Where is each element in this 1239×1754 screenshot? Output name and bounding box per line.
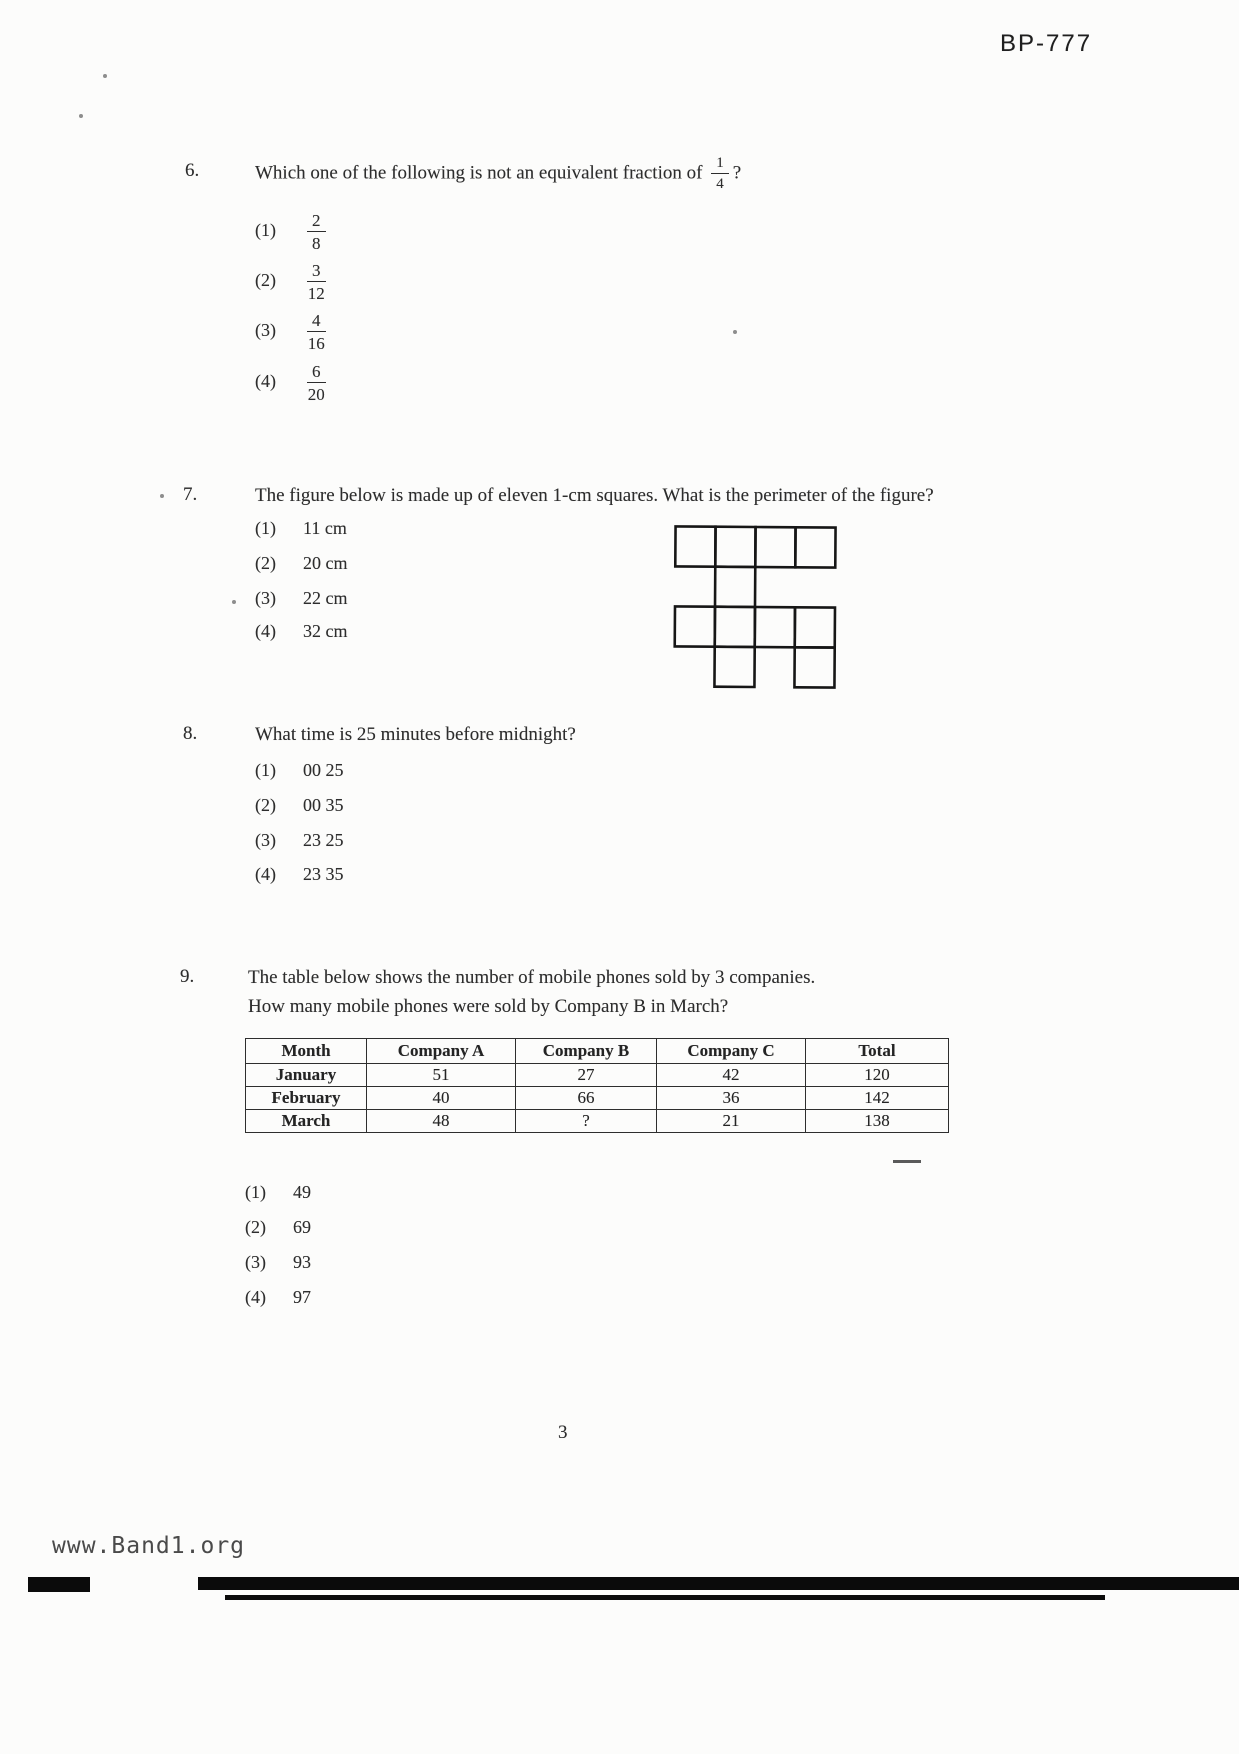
q9-table (245, 1038, 949, 1133)
option-fraction (307, 363, 326, 403)
scan-dash (893, 1160, 921, 1163)
q9-header-month: Month (246, 1039, 367, 1064)
q7-option-3 (255, 588, 348, 609)
cell-value: 21 (657, 1110, 806, 1133)
cell-value: 40 (367, 1087, 516, 1110)
fraction-denominator: 4 (716, 176, 724, 192)
watermark-text: www.Band1.org (52, 1533, 246, 1559)
q9-option-3 (245, 1252, 311, 1273)
scan-dot (160, 494, 164, 498)
page-number: 3 (558, 1422, 568, 1443)
q6-option-4 (255, 363, 330, 403)
table-row (246, 1064, 949, 1087)
fraction-denominator: 20 (307, 385, 325, 404)
fraction-numerator: 1 (711, 156, 729, 174)
q9-header-company-c: Company C (657, 1039, 806, 1064)
option-value: 23 25 (303, 830, 344, 850)
fraction-numerator: 2 (307, 212, 326, 232)
q9-text-line2: How many mobile phones were sold by Company B in March? (248, 996, 729, 1017)
q6-number: 6. (185, 160, 200, 181)
option-label: (4) (245, 1287, 266, 1307)
option-fraction (307, 312, 326, 352)
q9-header-company-a: Company A (367, 1039, 516, 1064)
option-label: (4) (255, 371, 276, 392)
option-label: (2) (255, 795, 276, 815)
q7-option-1 (255, 518, 347, 539)
q7-number: 7. (183, 484, 198, 505)
table-header-row (246, 1039, 949, 1064)
fraction-denominator: 8 (312, 234, 321, 253)
cell-value: 27 (516, 1064, 657, 1087)
cell-value: 42 (657, 1064, 806, 1087)
scan-artifact-bar (225, 1595, 1105, 1600)
q9-number: 9. (180, 966, 195, 987)
q6-option-1 (255, 212, 330, 252)
table-row (246, 1087, 949, 1110)
option-value: 11 cm (303, 518, 347, 538)
option-value: 23 35 (303, 864, 344, 884)
cell-value: 142 (806, 1087, 949, 1110)
option-value: 93 (293, 1252, 311, 1272)
option-value: 49 (293, 1182, 311, 1202)
cell-value: 138 (806, 1110, 949, 1133)
option-label: (4) (255, 621, 276, 641)
scan-artifact-bar (28, 1577, 90, 1592)
option-fraction (307, 262, 326, 302)
option-label: (3) (245, 1252, 266, 1272)
q7-option-4 (255, 621, 348, 642)
q8-text: What time is 25 minutes before midnight? (255, 724, 576, 745)
cell-value: ? (516, 1110, 657, 1133)
option-value: 32 cm (303, 621, 348, 641)
fraction-numerator: 3 (307, 262, 326, 282)
cell-value: 51 (367, 1064, 516, 1087)
q6-text-after: ? (732, 162, 742, 184)
q9-option-4 (245, 1287, 311, 1308)
cell-value: 66 (516, 1087, 657, 1110)
q9-option-2 (245, 1217, 311, 1238)
fraction-denominator: 12 (307, 284, 325, 303)
option-label: (2) (245, 1217, 266, 1237)
option-label: (4) (255, 864, 276, 884)
q6-title-fraction (711, 156, 729, 192)
option-label: (2) (255, 270, 276, 291)
option-value: 97 (293, 1287, 311, 1307)
option-label: (2) (255, 553, 276, 573)
option-value: 69 (293, 1217, 311, 1237)
option-label: (1) (255, 220, 276, 241)
option-label: (1) (255, 518, 276, 538)
option-label: (3) (255, 830, 276, 850)
q7-figure-svg (671, 523, 838, 690)
q8-number: 8. (183, 723, 198, 744)
option-value: 20 cm (303, 553, 348, 573)
option-label: (1) (245, 1182, 266, 1202)
q6-option-3 (255, 312, 330, 352)
q9-text-line1: The table below shows the number of mobile phones sold by 3 companies. (248, 967, 816, 988)
q8-option-4 (255, 864, 344, 885)
cell-month: February (246, 1087, 367, 1110)
option-fraction (307, 212, 326, 252)
option-label: (3) (255, 588, 276, 608)
cell-month: January (246, 1064, 367, 1087)
option-value: 00 25 (303, 760, 344, 780)
q9-header-company-b: Company B (516, 1039, 657, 1064)
scan-dot (733, 330, 737, 334)
q9-header-total: Total (806, 1039, 949, 1064)
fraction-numerator: 6 (307, 363, 326, 383)
option-value: 22 cm (303, 588, 348, 608)
q6-text-before: Which one of the following is not an equivalent fraction of (255, 162, 703, 184)
q8-option-2 (255, 795, 344, 816)
option-label: (3) (255, 320, 276, 341)
q8-option-3 (255, 830, 344, 851)
scan-dot (79, 114, 83, 118)
fraction-numerator: 4 (307, 312, 326, 332)
cell-value: 48 (367, 1110, 516, 1133)
scan-artifact-bar (198, 1577, 1239, 1590)
paper-code: BP-777 (1000, 30, 1093, 57)
q9-option-1 (245, 1182, 311, 1203)
q8-option-1 (255, 760, 344, 781)
option-label: (1) (255, 760, 276, 780)
q6-text (255, 156, 1065, 192)
cell-value: 120 (806, 1064, 949, 1087)
q7-option-2 (255, 553, 348, 574)
option-value: 00 35 (303, 795, 344, 815)
cell-month: March (246, 1110, 367, 1133)
scan-dot (232, 600, 236, 604)
table-row (246, 1110, 949, 1133)
q6-option-2 (255, 262, 330, 302)
fraction-denominator: 16 (307, 334, 325, 353)
cell-value: 36 (657, 1087, 806, 1110)
scan-dot (103, 74, 107, 78)
q7-text: The figure below is made up of eleven 1-cm squares. What is the perimeter of the figure? (255, 485, 934, 506)
